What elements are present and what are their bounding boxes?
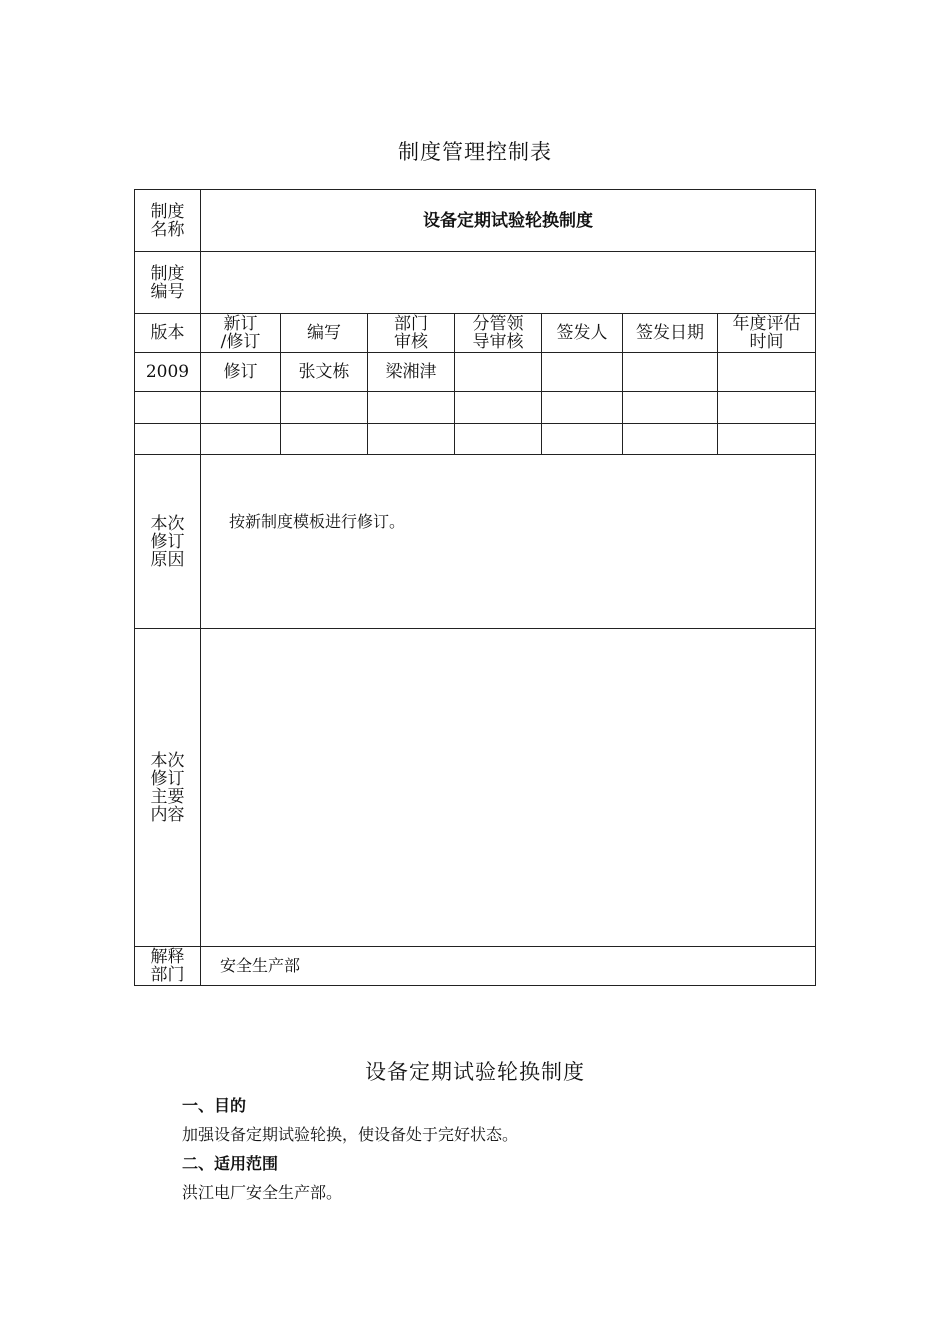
table-cell <box>368 392 455 424</box>
table-cell <box>542 424 623 455</box>
content-label: 本次 修订 主要 内容 <box>135 629 201 947</box>
section-text-purpose: 加强设备定期试验轮换，使设备处于完好状态。 <box>182 1125 519 1144</box>
table-cell <box>623 353 718 392</box>
table-cell <box>201 392 281 424</box>
section-text-scope: 洪江电厂安全生产部。 <box>182 1183 343 1202</box>
table-cell <box>135 424 201 455</box>
dept-label: 解释 部门 <box>135 947 201 986</box>
table-cell: 修订 <box>201 353 281 392</box>
document-title: 设备定期试验轮换制度 <box>365 1060 585 1084</box>
table-cell <box>623 392 718 424</box>
number-value <box>201 252 816 314</box>
section-heading-scope: 二、适用范围 <box>182 1154 279 1173</box>
table-cell <box>281 424 368 455</box>
header-cell: 版本 <box>135 314 201 353</box>
header-cell: 签发人 <box>542 314 623 353</box>
dept-value: 安全生产部 <box>201 947 816 986</box>
table-cell <box>135 392 201 424</box>
reason-cell <box>201 455 816 629</box>
table-cell <box>718 392 816 424</box>
table-cell <box>542 353 623 392</box>
control-table-title: 制度管理控制表 <box>398 140 552 164</box>
table-cell <box>455 424 542 455</box>
table-cell: 2009 <box>135 353 201 392</box>
section-heading-purpose: 一、目的 <box>182 1096 247 1115</box>
reason-label: 本次 修订 原因 <box>135 455 201 629</box>
header-cell: 分管领 导审核 <box>455 314 542 353</box>
reason-value: 按新制度模板进行修订。 <box>229 512 406 531</box>
header-cell: 部门 审核 <box>368 314 455 353</box>
table-row <box>135 392 816 424</box>
content-value <box>201 629 816 947</box>
name-label: 制度 名称 <box>135 190 201 252</box>
table-cell <box>623 424 718 455</box>
table-cell <box>718 424 816 455</box>
table-cell <box>455 353 542 392</box>
header-cell: 签发日期 <box>623 314 718 353</box>
table-cell <box>542 392 623 424</box>
control-table <box>134 189 816 986</box>
table-cell <box>718 353 816 392</box>
table-row <box>135 353 816 392</box>
number-label: 制度 编号 <box>135 252 201 314</box>
table-cell <box>368 424 455 455</box>
table-cell <box>201 424 281 455</box>
table-cell <box>455 392 542 424</box>
header-cell: 新订 /修订 <box>201 314 281 353</box>
table-row <box>135 424 816 455</box>
name-value: 设备定期试验轮换制度 <box>201 190 816 252</box>
header-cell: 年度评估 时间 <box>718 314 816 353</box>
table-cell: 梁湘津 <box>368 353 455 392</box>
table-cell: 张文栋 <box>281 353 368 392</box>
header-cell: 编写 <box>281 314 368 353</box>
table-cell <box>281 392 368 424</box>
